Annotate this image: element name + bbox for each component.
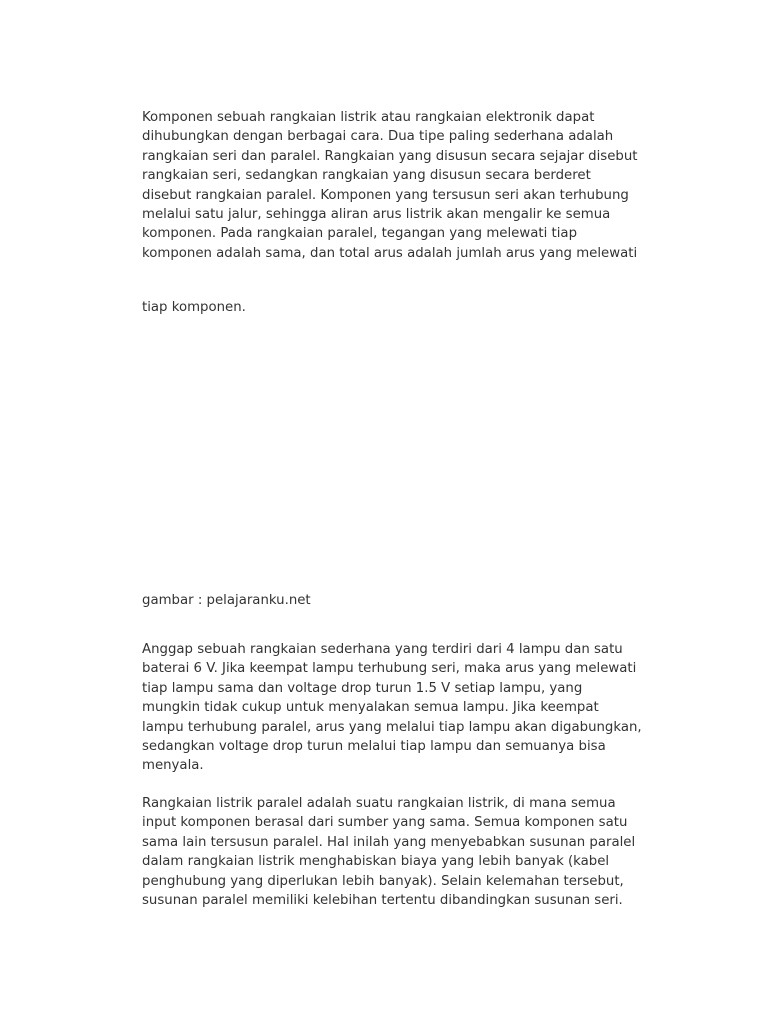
text-line: Komponen sebuah rangkaian listrik atau rangkaian elektronik dapat xyxy=(142,110,595,125)
text-line: penghubung yang diperlukan lebih banyak). Selain kelemahan tersebut, xyxy=(142,873,624,889)
text-line: tiap lampu sama dan voltage drop turun 1.5 V setiap lampu, yang xyxy=(142,680,583,696)
text-line: menyala. xyxy=(142,758,204,774)
text-line: rangkaian seri dan paralel. Rangkaian yang disusun secara sejajar disebut xyxy=(142,148,638,164)
text-line: Anggap sebuah rangkaian sederhana yang terdiri dari 4 lampu dan satu xyxy=(142,642,623,657)
text-line: mungkin tidak cukup untuk menyalakan semua lampu. Jika keempat xyxy=(142,700,599,716)
text-line: sedangkan voltage drop turun melalui tiap lampu dan semuanya bisa xyxy=(142,738,606,754)
paragraph-parallel-circuit xyxy=(142,794,682,910)
text-line: dihubungkan dengan berbagai cara. Dua tipe paling sederhana adalah xyxy=(142,129,614,145)
text-line: rangkaian seri, sedangkan rangkaian yang disusun secara berderet xyxy=(142,168,591,184)
caption-text: gambar : pelajaranku.net xyxy=(142,593,311,608)
paragraph-intro-continuation xyxy=(142,298,682,317)
text-line: susunan paralel memiliki kelebihan tertentu dibandingkan susunan seri. xyxy=(142,892,623,908)
text-line: disebut rangkaian paralel. Komponen yang tersusun seri akan terhubung xyxy=(142,187,629,203)
text-line: Rangkaian listrik paralel adalah suatu rangkaian listrik, di mana semua xyxy=(142,796,616,811)
figure-caption xyxy=(142,591,682,610)
text-line: komponen adalah sama, dan total arus adalah jumlah arus yang melewati xyxy=(142,245,638,261)
text-line: dalam rangkaian listrik menghabiskan biaya yang lebih banyak (kabel xyxy=(142,854,610,870)
text-line: lampu terhubung paralel, arus yang melalui tiap lampu akan digabungkan, xyxy=(142,719,642,735)
paragraph-intro xyxy=(142,108,682,263)
text-line: input komponen berasal dari sumber yang sama. Semua komponen satu xyxy=(142,815,628,831)
text-line: baterai 6 V. Jika keempat lampu terhubung seri, maka arus yang melewati xyxy=(142,661,637,677)
figure-placeholder xyxy=(142,347,682,582)
paragraph-example xyxy=(142,640,682,776)
text-line: melalui satu jalur, sehingga aliran arus listrik akan mengalir ke semua xyxy=(142,206,611,222)
text-line: komponen. Pada rangkaian paralel, tegangan yang melewati tiap xyxy=(142,226,578,242)
text-line: sama lain tersusun paralel. Hal inilah yang menyebabkan susunan paralel xyxy=(142,834,636,850)
text-line: tiap komponen. xyxy=(142,300,246,315)
